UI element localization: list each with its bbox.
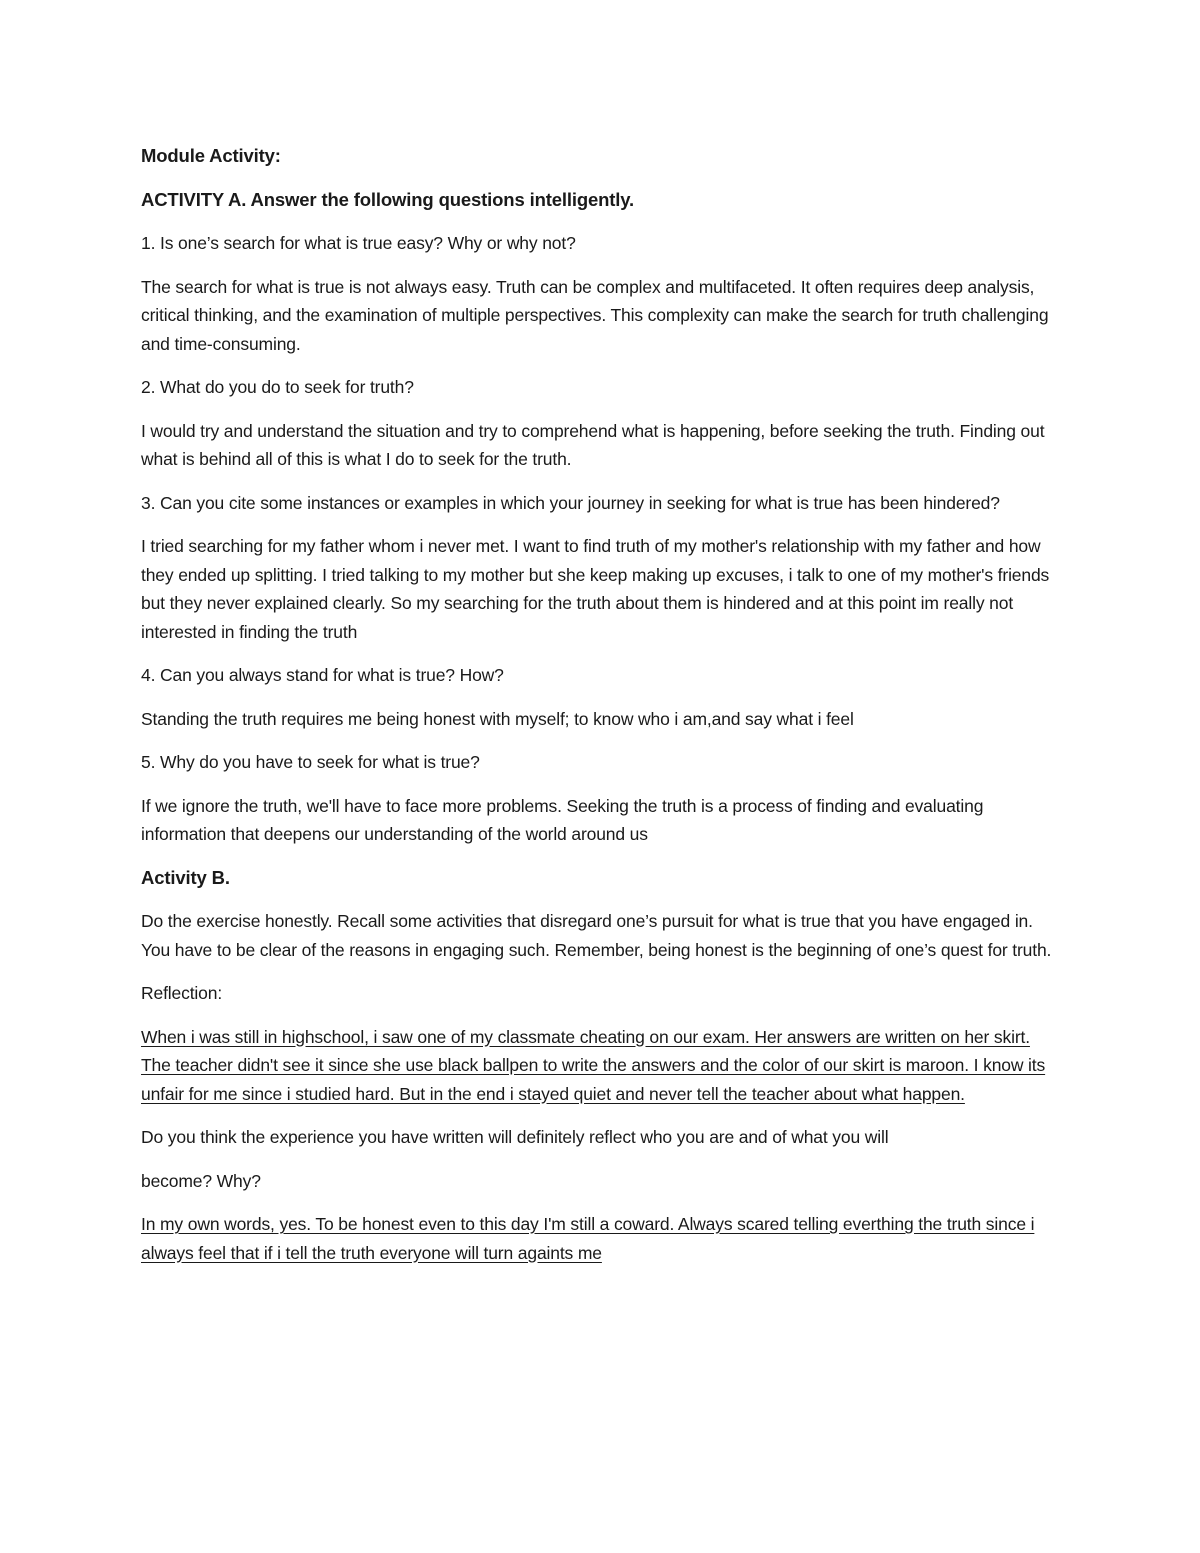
- final-answer: In my own words, yes. To be honest even to this day I'm still a coward. Always scared telling everthing the truth since i always feel that if i tell the truth everyone will turn againts me: [141, 1214, 1035, 1263]
- answer-3: I tried searching for my father whom i never met. I want to find truth of my mother's relationship with my father and how they ended up splitting. I tried talking to my mother but she keep making up excuses, i talk to one of my mother's friends but they never explained clearly. So my searching for the truth about them is hindered and at this point im really not interested in finding the truth: [141, 536, 1050, 642]
- document-body: [141, 142, 1061, 1282]
- reflection-answer: When i was still in highschool, i saw one of my classmate cheating on our exam. Her answers are written on her skirt. The teacher didn't see it since she use black ballpen to write the answers and the color of our skirt is maroon. I know its unfair for me since i studied hard. But in the end i stayed quiet and never tell the teacher about what happen.: [141, 1026, 1046, 1104]
- reflection-label: Reflection:: [141, 983, 223, 1003]
- question-1: 1. Is one’s search for what is true easy? Why or why not?: [141, 233, 576, 253]
- reflection-question-line-2: become? Why?: [141, 1170, 261, 1191]
- module-title: Module Activity:: [141, 145, 281, 166]
- question-2: 2. What do you do to seek for truth?: [141, 377, 414, 397]
- reflection-question-line-1: Do you think the experience you have written will definitely reflect who you are and of what you will: [141, 1127, 889, 1147]
- question-5: 5. Why do you have to seek for what is true?: [141, 752, 480, 772]
- question-3: 3. Can you cite some instances or examples in which your journey in seeking for what is true has been hindered?: [141, 492, 1000, 513]
- answer-4: Standing the truth requires me being honest with myself; to know who i am,and say what i feel: [141, 708, 854, 729]
- activity-a-heading: ACTIVITY A. Answer the following questions intelligently.: [141, 188, 635, 210]
- activity-b-instructions: Do the exercise honestly. Recall some activities that disregard one’s pursuit for what is true that you have engaged in. You have to be clear of the reasons in engaging such. Remember, being honest is the beginning of one’s quest for truth.: [141, 911, 1052, 960]
- question-4: 4. Can you always stand for what is true? How?: [141, 665, 504, 685]
- answer-2: I would try and understand the situation and try to comprehend what is happening, before seeking the truth. Finding out what is behind all of this is what I do to seek for the truth.: [141, 420, 1045, 469]
- answer-1: The search for what is true is not always easy. Truth can be complex and multifaceted. It often requires deep analysis, critical thinking, and the examination of multiple perspectives. This complexity can make the search for truth challenging and time-consuming.: [141, 276, 1049, 354]
- activity-b-heading: Activity B.: [141, 866, 230, 888]
- answer-5: If we ignore the truth, we'll have to face more problems. Seeking the truth is a process of finding and evaluating information that deepens our understanding of the world around us: [141, 795, 984, 844]
